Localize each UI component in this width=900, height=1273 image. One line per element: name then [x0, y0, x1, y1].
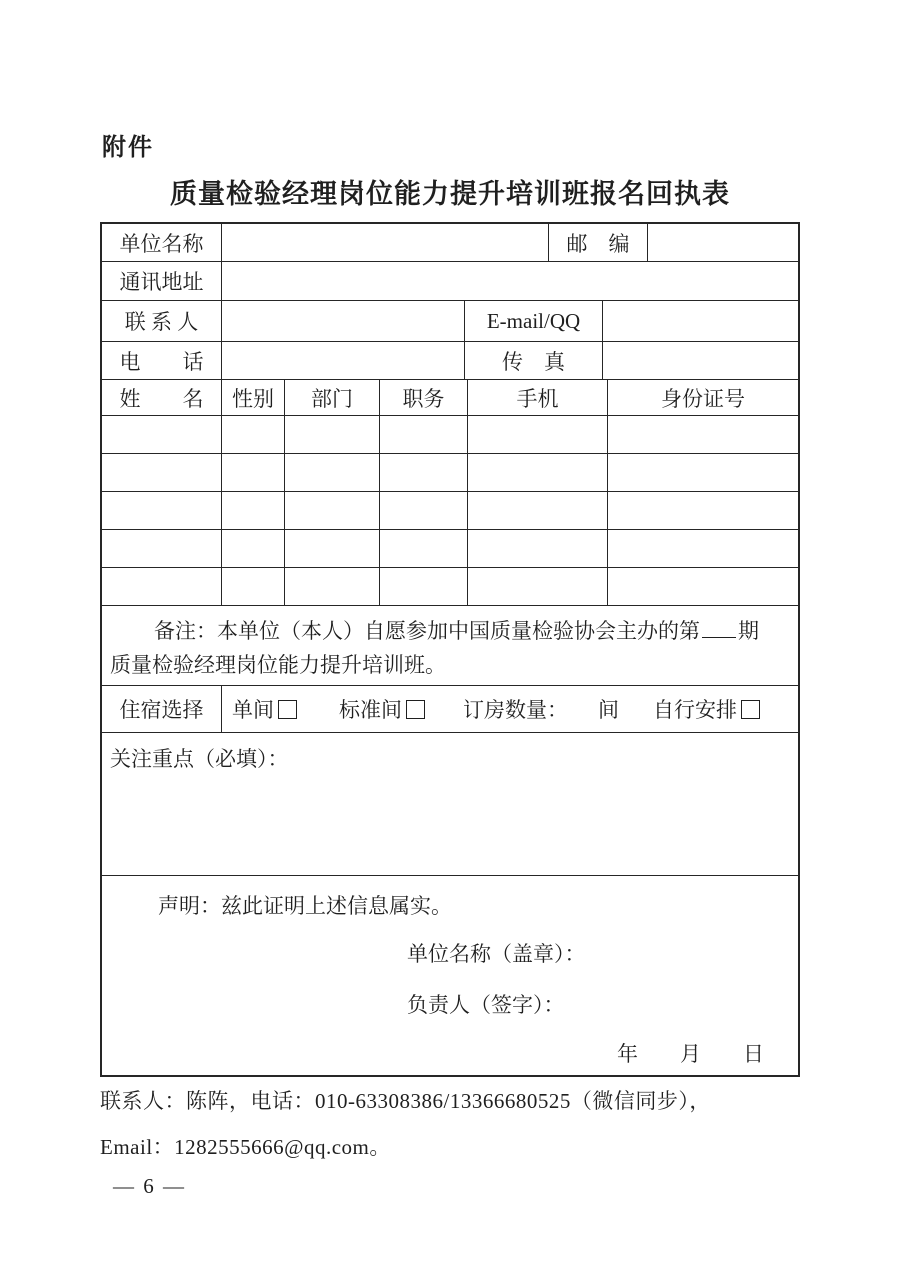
focus-label: 关注重点（必填）：	[110, 747, 289, 771]
member-department-cell	[285, 416, 380, 453]
declaration-cell	[102, 876, 798, 1075]
member-department-cell	[285, 492, 380, 529]
single-room-checkbox	[278, 700, 297, 719]
member-row	[102, 530, 798, 568]
member-name-cell	[102, 454, 222, 491]
remark-text-suffix: 期	[738, 619, 759, 643]
attachment-label: 附件	[102, 135, 154, 161]
member-position-header: 职务	[380, 380, 468, 415]
member-id-cell	[608, 416, 798, 453]
member-id-cell	[608, 530, 798, 567]
rooms-unit-label: 间	[598, 698, 619, 722]
member-mobile-cell	[468, 492, 608, 529]
member-gender-cell	[222, 416, 285, 453]
remark-line-1	[110, 614, 788, 648]
member-id-cell	[608, 454, 798, 491]
row-remark	[102, 606, 798, 686]
postal-code-label: 邮 编	[549, 224, 648, 261]
row-member-header	[102, 380, 798, 416]
self-arrange-option	[653, 694, 760, 724]
member-position-cell	[380, 492, 468, 529]
member-row	[102, 416, 798, 454]
footer-contact-line: 联系人：陈阵，电话：010-63308386/13366680525（微信同步），	[100, 1089, 711, 1113]
row-address	[102, 262, 798, 301]
single-room-option	[232, 694, 297, 724]
member-row	[102, 568, 798, 606]
form-title: 质量检验经理岗位能力提升培训班报名回执表	[170, 179, 730, 209]
remark-cell	[102, 606, 798, 685]
remark-line-2: 质量检验经理岗位能力提升培训班。	[110, 653, 446, 677]
member-name-cell	[102, 530, 222, 567]
fax-value	[603, 342, 798, 379]
unit-seal-label: 单位名称（盖章）：	[407, 942, 586, 966]
row-declaration	[102, 876, 798, 1075]
unit-name-value	[222, 224, 549, 261]
member-name-header: 姓 名	[102, 380, 222, 415]
member-position-cell	[380, 568, 468, 605]
member-row	[102, 492, 798, 530]
remark-text-prefix: 备注：本单位（本人）自愿参加中国质量检验协会主办的第	[154, 619, 700, 643]
accommodation-options	[222, 686, 798, 732]
footer-email-line: Email：1282555666@qq.com。	[100, 1135, 391, 1159]
row-accommodation	[102, 686, 798, 733]
member-gender-header: 性别	[222, 380, 285, 415]
standard-room-option	[339, 694, 425, 724]
booking-quantity-label: 订房数量：	[463, 698, 568, 722]
member-department-header: 部门	[285, 380, 380, 415]
row-phone	[102, 342, 798, 380]
member-department-cell	[285, 568, 380, 605]
member-gender-cell	[222, 492, 285, 529]
member-id-cell	[608, 568, 798, 605]
self-arrange-checkbox	[741, 700, 760, 719]
address-label: 通讯地址	[102, 262, 222, 300]
contact-label: 联 系 人	[102, 301, 222, 341]
contact-value	[222, 301, 465, 341]
member-gender-cell	[222, 454, 285, 491]
member-department-cell	[285, 454, 380, 491]
member-id-header: 身份证号	[661, 386, 745, 411]
member-position-cell	[380, 416, 468, 453]
standard-room-checkbox	[406, 700, 425, 719]
declaration-statement: 声明：兹此证明上述信息属实。	[158, 894, 452, 918]
row-focus	[102, 733, 798, 876]
phone-value	[222, 342, 465, 379]
email-qq-value	[603, 301, 798, 341]
member-name-cell	[102, 492, 222, 529]
email-qq-label: E-mail/QQ	[465, 301, 603, 341]
phone-label: 电 话	[102, 342, 222, 379]
member-id-cell	[608, 492, 798, 529]
member-mobile-cell	[468, 530, 608, 567]
session-number-blank	[702, 619, 736, 638]
signature-label: 负责人（签字）：	[407, 993, 565, 1017]
address-value	[222, 262, 798, 300]
fax-label: 传 真	[465, 342, 603, 379]
date-line: 年 月 日	[617, 1042, 764, 1066]
row-unit-name	[102, 224, 798, 262]
member-row	[102, 454, 798, 492]
member-mobile-header: 手机	[468, 380, 608, 415]
standard-room-label: 标准间	[339, 698, 402, 722]
row-contact	[102, 301, 798, 342]
member-mobile-cell	[468, 454, 608, 491]
unit-name-label: 单位名称	[102, 224, 222, 261]
member-gender-cell	[222, 568, 285, 605]
self-arrange-label: 自行安排	[653, 698, 737, 722]
registration-form-table	[100, 222, 800, 1077]
member-position-cell	[380, 530, 468, 567]
member-mobile-cell	[468, 568, 608, 605]
member-department-cell	[285, 530, 380, 567]
member-mobile-cell	[468, 416, 608, 453]
postal-code-value	[648, 224, 798, 261]
member-name-cell	[102, 416, 222, 453]
accommodation-label: 住宿选择	[102, 686, 222, 732]
member-gender-cell	[222, 530, 285, 567]
single-room-label: 单间	[232, 698, 274, 722]
member-position-cell	[380, 454, 468, 491]
page-number: — 6 —	[113, 1174, 186, 1198]
member-name-cell	[102, 568, 222, 605]
